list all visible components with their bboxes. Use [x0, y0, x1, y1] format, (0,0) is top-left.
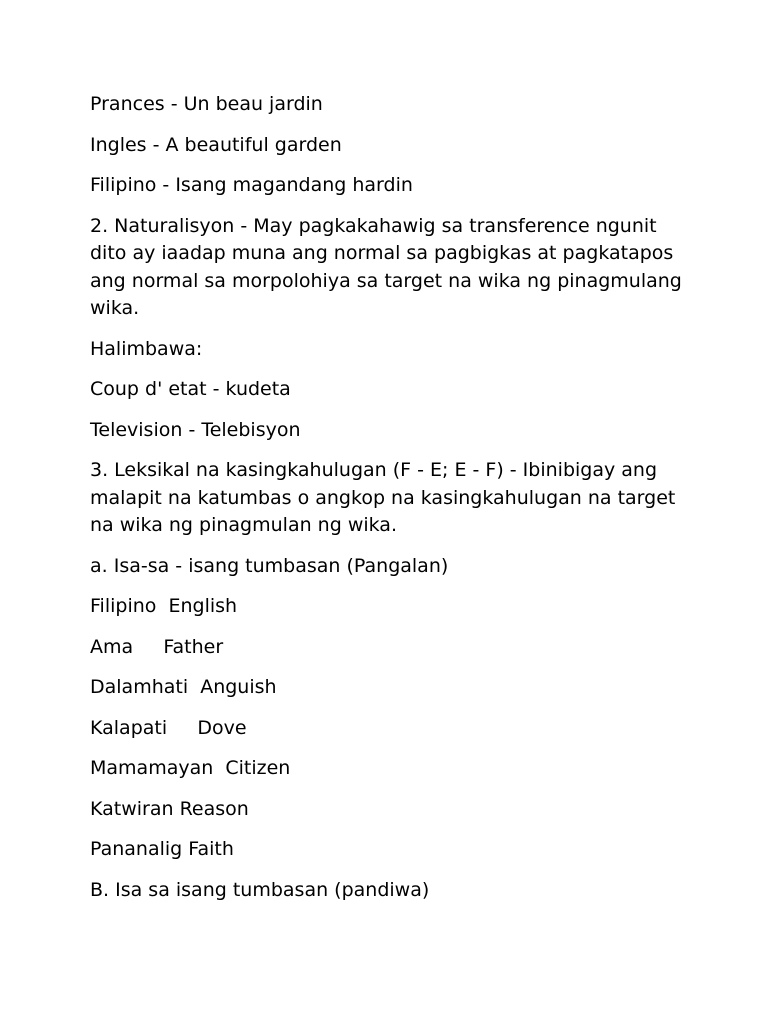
word-pair-pananalig: Pananalig Faith [90, 838, 234, 860]
leksikal-paragraph: 3. Leksikal na kasingkahulugan (F - E; E - F) - Ibinibigay ang malapit na katumbas o angkop na kasingkahulugan na target na wika ng pinagmulan ng wika. [90, 459, 682, 536]
halimbawa-heading: Halimbawa: [90, 337, 203, 360]
subsection-a-heading: a. Isa-sa - isang tumbasan (Pangalan) [90, 554, 449, 577]
word-pair-katwiran: Katwiran Reason [90, 797, 249, 820]
naturalisyon-paragraph: 2. Naturalisyon - May pagkakahawig sa transference ngunit dito ay iaadap muna ang normal sa pagbigkas at pagkatapos ang normal sa morpolohiya sa target na wika ng pinagmulang wika. [90, 214, 688, 319]
word-pair-mamamayan: Mamamayan Citizen [90, 757, 291, 779]
example-television: Television - Telebisyon [90, 418, 301, 441]
subsection-b-heading: B. Isa sa isang tumbasan (pandiwa) [90, 878, 430, 901]
example-english: Ingles - A beautiful garden [90, 133, 342, 156]
document-body [90, 91, 690, 917]
word-pair-ama: Ama Father [90, 635, 224, 658]
example-coup-detat: Coup d' etat - kudeta [90, 378, 291, 400]
word-pair-dalamhati: Dalamhati Anguish [90, 676, 277, 698]
word-pair-kalapati: Kalapati Dove [90, 716, 247, 739]
table-header-row: Filipino English [90, 595, 238, 617]
example-filipino: Filipino - Isang magandang hardin [90, 174, 413, 196]
example-french: Prances - Un beau jardin [90, 93, 323, 115]
